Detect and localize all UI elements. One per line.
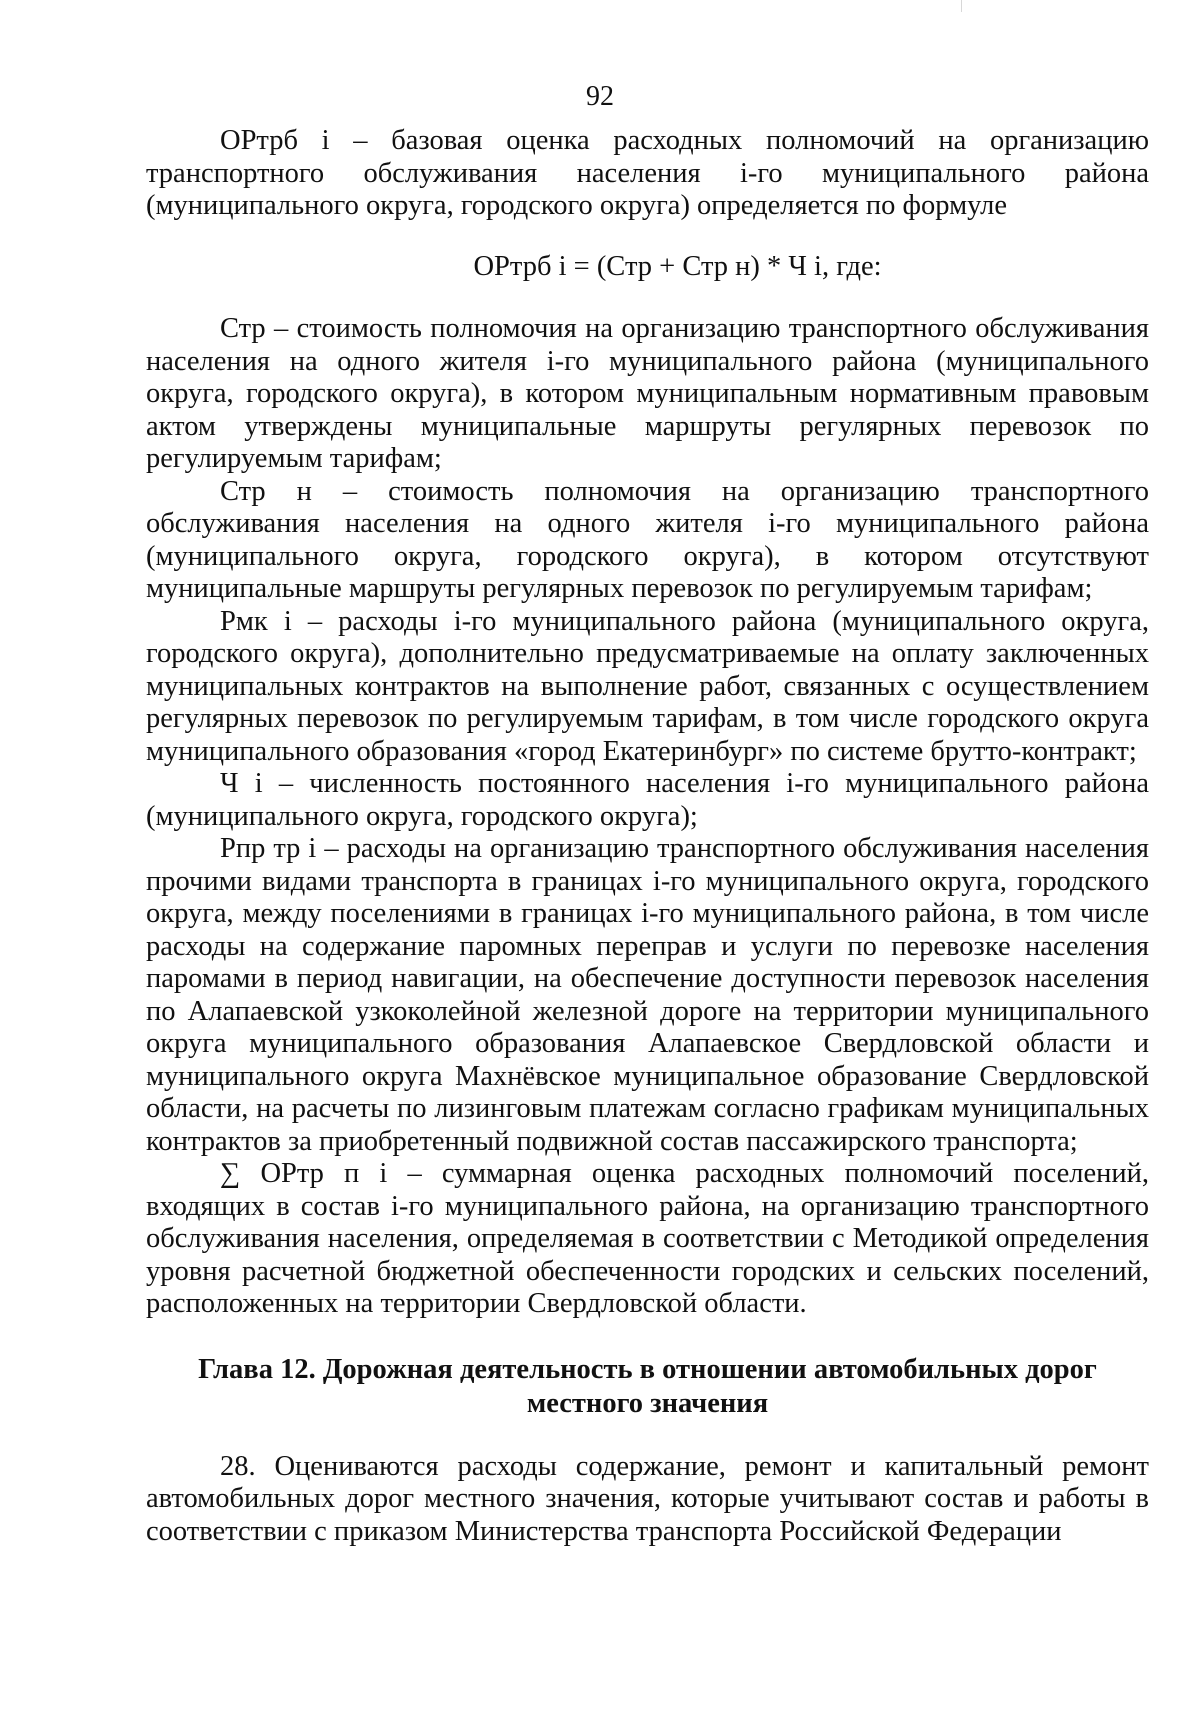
paragraph-28: 28. Оцениваются расходы содержание, ремонт и капитальный ремонт автомобильных дорог местного значения, которые учитывают состав и работы в соответствии с приказом Министерства транспорта Российской Федерации bbox=[146, 1450, 1149, 1547]
chapter-heading bbox=[146, 1353, 1149, 1421]
document-body bbox=[146, 125, 1149, 1548]
definition-str: Стр – стоимость полномочия на организацию транспортного обслуживания населения на одного жителя i-го муниципального района (муниципального округа, городского округа), в котором муниципальным нормативным правовым актом утверждены муниципальные маршруты регулярных перевозок по регулируемым тарифам; bbox=[146, 313, 1149, 474]
page-number: 92 bbox=[586, 81, 614, 112]
definition-sum-ortr: ∑ ОРтр п i – суммарная оценка расходных полномочий поселений, входящих в состав i-го муниципального района, на организацию транспортного обслуживания населения, определяемая в соответствии с Методикой определения уровня расчетной бюджетной обеспеченности городских и сельских поселений, расположенных на территории Свердловской области. bbox=[146, 1158, 1149, 1319]
chapter-heading-line-1: Глава 12. Дорожная деятельность в отношении автомобильных дорог bbox=[198, 1353, 1097, 1385]
intro-paragraph: ОРтрб i – базовая оценка расходных полномочий на организацию транспортного обслуживания населения i-го муниципального района (муниципального округа, городского округа) определяется по формуле bbox=[146, 125, 1149, 221]
scan-artifact-line bbox=[961, 0, 962, 12]
definition-str-n: Стр н – стоимость полномочия на организацию транспортного обслуживания населения на одного жителя i-го муниципального района (муниципального округа, городского округа), в котором отсутствуют муниципальные маршруты регулярных перевозок по регулируемым тарифам; bbox=[146, 475, 1149, 604]
formula: ОРтрб i = (Стр + Стр н) * Ч i, где: bbox=[473, 250, 882, 282]
definition-rpr-tr: Рпр тр i – расходы на организацию транспортного обслуживания населения прочими видами транспорта в границах i-го муниципального округа, городского округа, между поселениями в границах i-го муниципального района, в том числе расходы на содержание паромных переправ и услуги по перевозке населения паромами в период навигации, на обеспечение доступности перевозок населения по Алапаевской узкоколейной железной дороге на территории муниципального округа муниципального образования Алапаевское Свердловской области и муниципального округа Махнёвское муниципальное образование Свердловской области, на расчеты по лизинговым платежам согласно графикам муниципальных контрактов за приобретенный подвижной состав пассажирского транспорта; bbox=[146, 833, 1149, 1157]
definition-ch: Ч i – численность постоянного населения i-го муниципального района (муниципального округа, городского округа); bbox=[146, 768, 1149, 832]
definition-rmk: Рмк i – расходы i-го муниципального района (муниципального округа, городского округа), дополнительно предусматриваемые на оплату заключенных муниципальных контрактов на выполнение работ, связанных с осуществлением регулярных перевозок по регулируемым тарифам, в том числе городского округа муниципального образования «город Екатеринбург» по системе брутто-контракт; bbox=[146, 605, 1149, 767]
chapter-heading-line-2: местного значения bbox=[526, 1387, 769, 1419]
